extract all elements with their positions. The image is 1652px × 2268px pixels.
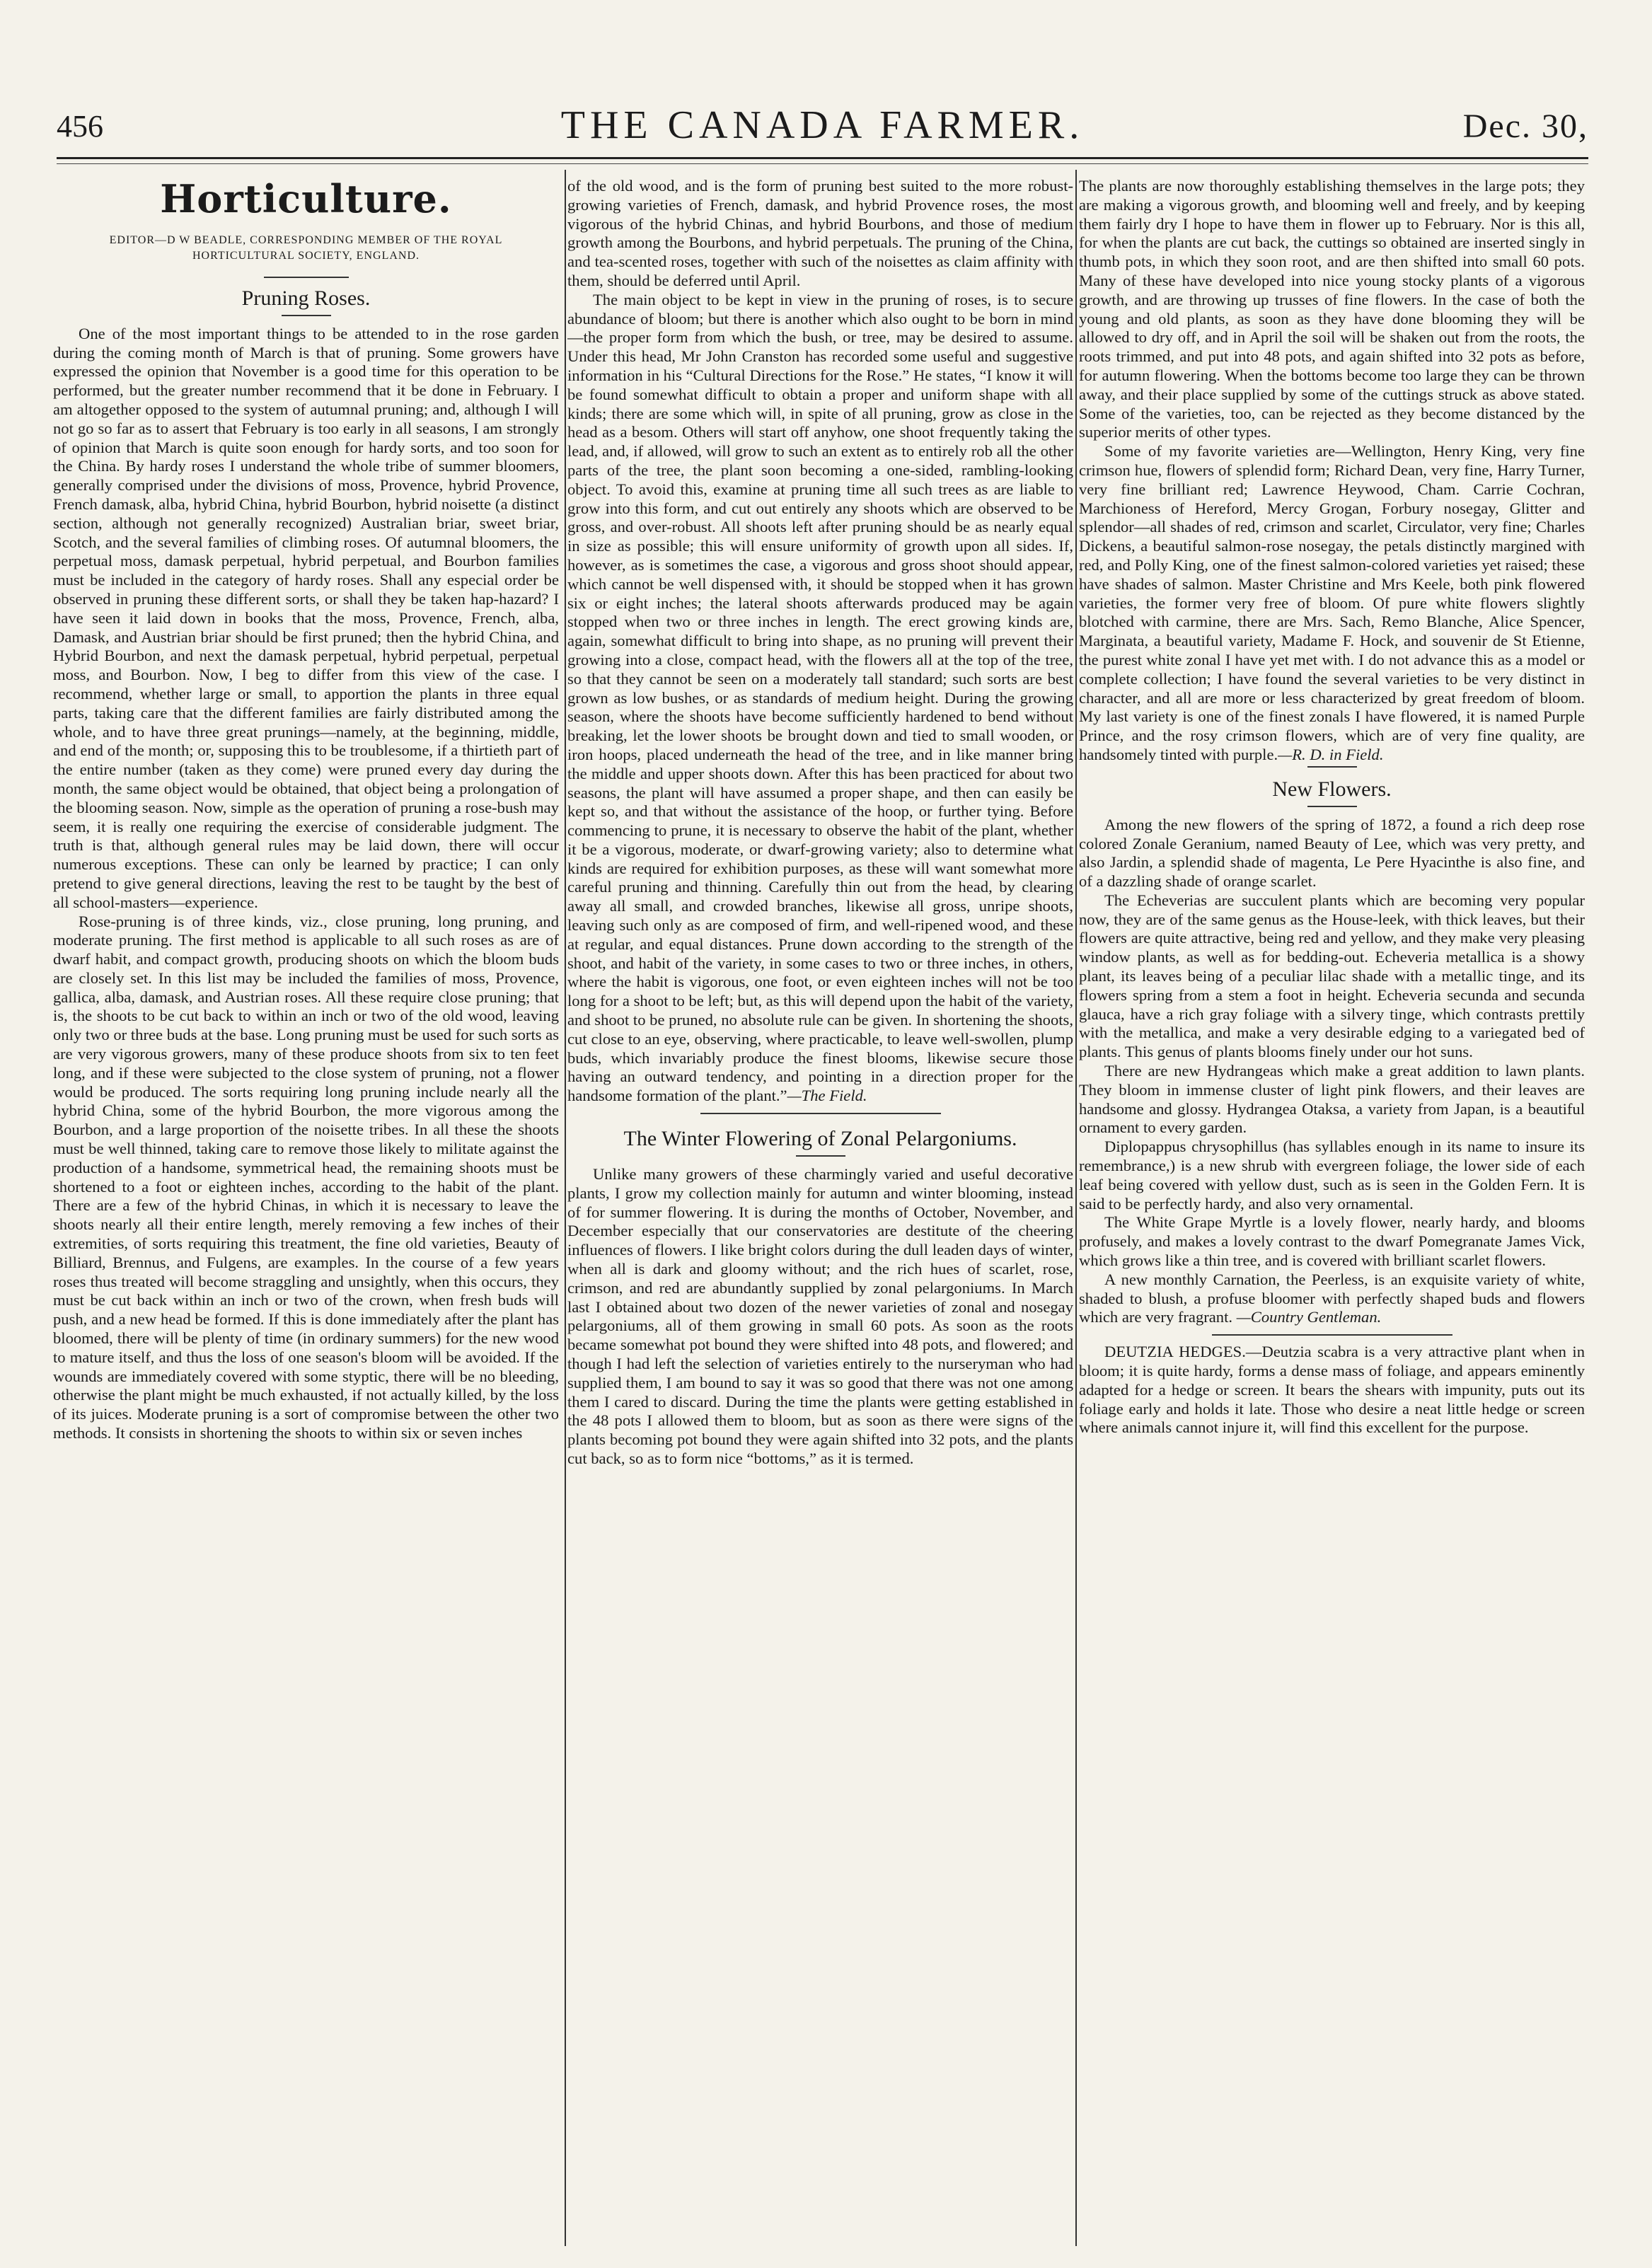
article-paragraph: One of the most important things to be attended to in the rose garden during the coming month of March is that of pruning. Some growers have expressed the opinion that November is a good time for this operation to be performed, but the greater number recommend that it be done in February. I am altogether opposed to the system of autumnal pruning; and, although I will not go so far as to assert that February is too early in all seasons, I am strongly of opinion that March is quite soon enough for hardy sorts, and too soon for the China. By hardy roses I understand the whole tribe of summer bloomers, generally comprised under the divisions of moss, Provence, hybrid Provence, French damask, alba, hybrid China, hybrid Bourbon, hybrid noisette (a distinct section, although not generally recognized) Australian briar, sweet briar, Scotch, and the several families of climbing roses. Of autumnal bloomers, the perpetual moss, damask perpetual, hybrid perpetual, and Bourbon families must be included in the category of hardy roses. Shall any especial order be observed in pruning these different sorts, or shall they be taken hap-hazard? I have seen it laid down in books that the moss, Provence, French, alba, Damask, and Austrian briar should be first pruned; then the hybrid China, and Hybrid Bourbon, and next the damask perpetual, hybrid perpetual, perpetual moss, and Bourbon. Now, I beg to differ from this view of the case. I recommend, whether large or small, to apportion the plants in three equal parts, taking care that the different families are fairly distributed among the whole, and to have three great prunings—namely, at the beginning, middle, and end of the month; or, supposing this to be troublesome, if a thirtieth part of the entire number (taken as they come) were pruned every day during the month, the same object would be obtained, that object being a prolongation of the blooming season. Now, simple as the operation of pruning a rose-bush may seem, it is really one requiring the exercise of considerable judgment. The truth is that, although general rules may be laid down, there will occur numerous exceptions. These can only be learned by practice; I can only pretend to give general directions, leaving the rest to be taught by the best of all school-masters—experience.: [53, 324, 559, 911]
article-paragraph: Rose-pruning is of three kinds, viz., close pruning, long pruning, and moderate pruning. The first method is applicable to all such roses as are of dwarf habit, and compact growth, producing shoots on which the bloom buds are closely set. In this list may be included the families of moss, Provence, gallica, alba, damask, and Austrian roses. All these require close pruning; that is, the shoots to be cut back to within an inch or two of the old wood, leaving only two or three buds at the base. Long pruning must be used for such sorts as are very vigorous growers, many of these produce shoots from six to ten feet long, and if these were subjected to the close system of pruning, not a flower would be produced. The sorts requiring long pruning include nearly all the hybrid China, some of the hybrid Bourbon, the more vigorous among the Bourbon, and a large proportion of the noisette tribes. In all these the shoots must be well thinned, taking care to remove those likely to militate against the production of a handsome, symmetrical head, the remaining shoots must be shortened to a foot or eighteen inches, according to the habit of the plant. There are a few of the hybrid Chinas, in which it is necessary to leave the shoots nearly all their entire length, merely removing a few inches of their extremities, of sorts requiring this treatment, the fine old varieties, Beauty of Billiard, Brennus, and Fulgens, are examples. In the course of a few years roses thus treated will become straggling and unsightly, when this occurs, they must be cut back within an inch or two of the crown, when fresh buds will push, and a new head be formed. If this is done immediately after the plant has bloomed, there will be plenty of time (in ordinary summers) for the new wood to mature itself, and thus the loss of one season's bloom will be avoided. If the wounds are immediately covered with some styptic, there will be no bleeding, otherwise the plant might be much exhausted, if not actually killed, by the loss of its juices. Moderate pruning is a sort of compromise between the other two methods. It consists in shortening the shoots to within six or seven inches: [53, 912, 559, 1442]
newspaper-title: THE CANADA FARMER.: [560, 103, 1085, 147]
divider: [700, 1113, 941, 1114]
article-title-pruning-roses: Pruning Roses.: [241, 286, 371, 310]
article-paragraph: The plants are now thoroughly establishing themselves in the large pots; they are making a vigorous growth, and blooming well and freely, and by keeping them fairly dry I hope to have them in flower up to February. Nor is this all, for when the plants are cut back, the cuttings so obtained are inserted singly in thumb pots, in which they soon root, and are then shifted into small 60 pots. Many of these have developed into nice young stocky plants of a vigorous growth, and are throwing up trusses of fine flowers. In the case of both the young and old plants, as soon as they have done blooming they will be allowed to dry off, and in April the soil will be shaken out from the roots, the roots trimmed, and put into 48 pots, and again shifted into 32 pots as before, for autumn flowering. When the bottoms become too large they can be thrown away, and their place supplied by some of the cuttings struck as above stated. Some of the varieties, too, can be rejected as they become distanced by the superior merits of other types.: [1079, 177, 1585, 441]
masthead: [57, 103, 1588, 159]
masthead-rule-thin: [57, 163, 1588, 164]
article-paragraph: There are new Hydrangeas which make a great addition to lawn plants. They bloom in immense cluster of light pink flowers, and their leaves are handsome and glossy. Hydrangea Otaksa, a variety from Japan, is a beautiful ornament to every garden.: [1079, 1062, 1585, 1137]
article-paragraph-text: Some of my favorite varieties are—Wellington, Henry King, very fine crimson hue, flowers of splendid form; Richard Dean, very fine, Harry Turner, very fine brilliant red; Lawrence Heywood, Cham. Carrie Cochran, Marchioness of Hereford, Mercy Grogan, Forbury nosegay, Glitter and splendor—all shades of red, crimson and scarlet, Circulator, very fine; Charles Dickens, a beautiful salmon-rose nosegay, the petals distinctly margined with red, and Polly King, one of the finest salmon-colored varieties yet raised; these have shades of salmon. Master Christine and Mrs Keele, both pink flowered varieties, the former very free of bloom. Of pure white flowers slightly blotched with carmine, there are Mrs. Sach, Remo Blanche, Alice Spencer, Marginata, a beautiful variety, Madame F. Hock, and souvenir de St Etienne, the purest white zonal I have yet met with. I do not advance this as a model or complete collection; I have found the several varieties to be very distinct in character, and all are more or less characterized by great freedom of bloom. My last variety is one of the finest zonals I have flowered, it is named Purple Prince, and the rosy crimson flowers, which are of very fine quality, are handsomely tinted with purple.: [1079, 442, 1585, 763]
divider: [264, 277, 349, 278]
masthead-rule: [57, 157, 1588, 159]
article-paragraph: of the old wood, and is the form of pruning best suited to the more robust-growing varieties of French, damask, and hybrid Provence roses, the most vigorous of the hybrid Chinas, and hybrid Bourbons, and those of medium growth among the Bourbons, and hybrid perpetuals. The pruning of the China, and tea-scented roses, together with such of the noisettes as claim affinity with them, should be deferred until April.: [567, 177, 1073, 289]
article-title-new-flowers: New Flowers.: [1272, 777, 1392, 801]
attribution: —The Field.: [787, 1087, 867, 1105]
divider: [282, 315, 331, 316]
article-paragraph-text: A new monthly Carnation, the Peerless, is an exquisite variety of white, shaded to blush, a profuse bloomer with perfectly shaped buds and flowers which are very fragrant.: [1079, 1270, 1585, 1326]
divider: [1212, 1334, 1452, 1336]
column-2: [567, 177, 1073, 2250]
article-paragraph: [1079, 1271, 1585, 1327]
deutzia-text: Deutzia scabra is a very attractive plant when in bloom; it is quite hardy, forms a dense mass of foliage, and appears eminently adapted for a hedge or screen. It bears the shears with impunity, puts out its foliage early and holds it late. Those who desire a neat little hedge or screen where animals cannot injure it, will find this excellent for the purpose.: [1079, 1343, 1585, 1437]
article-title-zonal: The Winter Flowering of Zonal Pelargoniums.: [623, 1127, 1017, 1151]
divider: [1307, 766, 1357, 768]
article-paragraph: [1079, 1343, 1585, 1437]
article-paragraph: Among the new flowers of the spring of 1872, a found a rich deep rose colored Zonale Geranium, named Beauty of Lee, which was very pretty, and also Jardin, a splendid shade of magenta, Le Pere Hyacinthe is also fine, and of a dazzling shade of orange scarlet.: [1079, 815, 1585, 891]
article-paragraph-text: The main object to be kept in view in the pruning of roses, is to secure abundance of bloom; but there is another which also ought to be born in mind—the proper form from which the bush, or tree, may be desired to assume. Under this head, Mr John Cranston has recorded some useful and suggestive information in his “Cultural Directions for the Rose.” He states, “I know it will be found somewhat difficult to obtain a proper and uniform shape with all kinds; there are some which will, in spite of all pruning, grow as close in the head as a besom. Others will start off anyhow, one shoot frequently taking the lead, and, if allowed, will grow to such an extent as to entirely rob all the other parts of the tree, the plant soon becoming a one-sided, rambling-looking object. To avoid this, examine at pruning time all such trees as are liable to grow into this form, and cut out entirely any shoots which are observed to be gross, and over-robust. All shoots left after pruning should be as nearly equal in size as possible; this will ensure uniformity of growth upon all sides. If, however, as is sometimes the case, a vigorous and gross shoot should appear, which cannot be well dispensed with, it should be stopped when it has grown six or eight inches; the lateral shoots afterwards produced may be again stopped when two or three inches in length. The erect growing kinds are, again, somewhat difficult to bring into shape, as no pruning will prevent their growing into a close, compact head, with the flowers all at the top of the tree, so that they cannot be seen on a moderately tall standard; such sorts are best grown as low bushes, or as standards of medium height. During the growing season, where the shoots have become sufficiently hardened to bend without breaking, let the lower shoots be brought down and tied to small wooden, or iron hoops, placed underneath the head of the tree, and in like manner bring the middle and upper shoots down. After this has been practiced for about two seasons, the plant will have assumed a proper shape, and then can easily be kept so, and that without the assistance of the hoop, or further tying. Before commencing to prune, it is necessary to observe the habit of the plant, whether it be a vigorous, moderate, or dwarf-growing variety; also to determine what kinds are required for exhibition purposes, as these will want somewhat more careful pruning and thinning. Carefully thin out from the head, by clearing away all small, and crowded branches, likewise all gross, unripe shoots, leaving such only as are composed of firm, and well-ripened wood, and these at regular, and equal distances. Prune down according to the strength of the shoot, and habit of the variety, in some cases to two or three inches, in others, where the habit is vigorous, one foot, or even eighteen inches will not be too long for a shoot to be left; but, as this will depend upon the habit of the variety, and shoot to be pruned, no absolute rule can be given. In shortening the shoots, cut close to an eye, observing, where practicable, to leave well-swollen, plump buds, which invariably produce the finest blooms, likewise secure those having an outward tendency, and pointing in a direction proper for the handsome formation of the plant.”: [567, 290, 1073, 1105]
column-rule: [1075, 170, 1077, 2246]
issue-date: Dec. 30,: [1462, 108, 1588, 145]
attribution: —Country Gentleman.: [1236, 1308, 1382, 1326]
article-paragraph: Unlike many growers of these charmingly varied and useful decorative plants, I grow my collection mainly for autumn and winter blooming, instead of for summer flowering. It is during the months of October, November, and December especially that our conservatories are destitute of the cheering influences of flowers. I like bright colors during the dull leaden days of winter, when all is dark and gloomy without; and the rich hues of scarlet, rose, crimson, and red are abundantly supplied by zonal pelargoniums. In March last I obtained about two dozen of the newer varieties of zonal and nosegay pelargoniums, all of them growing in small 60 pots. As soon as the roots became somewhat pot bound they were shifted into 48 pots, and flowered; and though I had left the selection of varieties entirely to the nurseryman who had supplied them, I am bound to say it was so good that there was not one among them I cared to discard. During the time the plants were getting established in the 48 pots I allowed them to bloom, but as soon as there were signs of the plants becoming pot bound they were again shifted into 32 pots, and the plants cut back, so as to form nice “bottoms,” as it is termed.: [567, 1165, 1073, 1467]
article-paragraph: [567, 291, 1073, 1106]
page-number: 456: [57, 109, 103, 144]
article-paragraph: The Echeverias are succulent plants which are becoming very popular now, they are of the same genus as the House-leek, with thick leaves, but their flowers are quite attractive, being red and yellow, and they make very pleasing window plants, as well as for bedding-out. Echeveria metallica is a showy plant, its leaves being of a peculiar lilac shade with a metallic tinge, and its flowers spring from a stem a foot in height. Echeveria secunda and secunda glauca, have a rich gray foliage with a silvery tinge, which contrasts prettily with the metallica, and make a very desirable edging to a variegated bed of plants. This genus of plants blooms finely under our hot suns.: [1079, 891, 1585, 1061]
column-rule: [565, 170, 566, 2246]
column-1: [53, 177, 559, 2250]
article-paragraph: The White Grape Myrtle is a lovely flower, nearly hardy, and blooms profusely, and makes a lovely contrast to the dwarf Pomegranate James Vick, which grows like a thin tree, and is covered with brilliant scarlet flowers.: [1079, 1213, 1585, 1270]
divider: [796, 1155, 845, 1157]
deutzia-heading: DEUTZIA HEDGES.—: [1104, 1343, 1262, 1361]
article-paragraph: Diplopappus chrysophillus (has syllables enough in its name to insure its remembrance,) is a new shrub with evergreen foliage, the lower side of each leaf being covered with yellow dust, such as is seen in the Golden Fern. It is said to be perfectly hardy, and also very ornamental.: [1079, 1138, 1585, 1213]
article-paragraph: [1079, 442, 1585, 765]
divider: [1307, 806, 1357, 807]
attribution: —R. D. in Field.: [1278, 745, 1384, 763]
section-title: Horticulture.: [160, 177, 452, 221]
column-3: [1079, 177, 1585, 2250]
editor-line: EDITOR—D W BEADLE, CORRESPONDING MEMBER OF THE ROYAL HORTICULTURAL SOCIETY, ENGLAND.: [109, 233, 503, 262]
